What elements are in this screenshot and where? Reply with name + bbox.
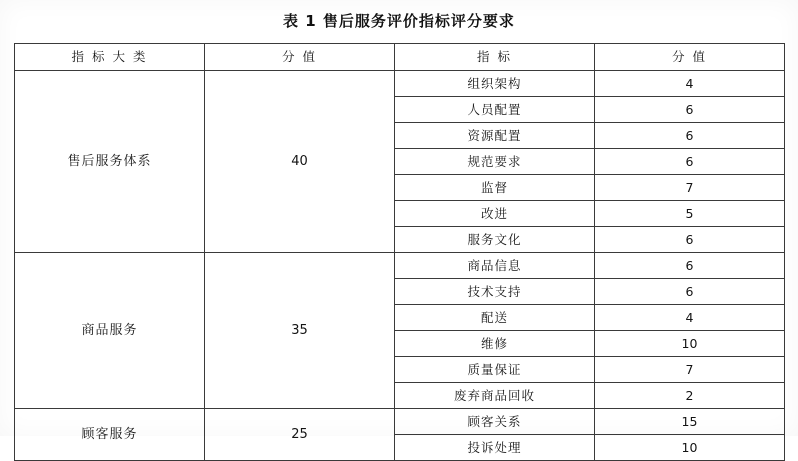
category-score-cell: 40 — [205, 71, 395, 253]
indicator-cell: 资源配置 — [395, 123, 595, 149]
table-row — [15, 409, 785, 435]
indicator-score-cell: 6 — [595, 227, 785, 253]
indicator-score-cell: 6 — [595, 253, 785, 279]
indicator-score-cell: 15 — [595, 409, 785, 435]
indicator-cell: 技术支持 — [395, 279, 595, 305]
category-cell: 商品服务 — [15, 253, 205, 409]
indicator-cell: 顾客关系 — [395, 409, 595, 435]
indicator-score-cell: 10 — [595, 435, 785, 461]
indicator-cell: 质量保证 — [395, 357, 595, 383]
indicator-score-cell: 4 — [595, 71, 785, 97]
indicator-score-cell: 6 — [595, 279, 785, 305]
indicator-score-cell: 10 — [595, 331, 785, 357]
category-score-cell: 25 — [205, 409, 395, 461]
indicator-score-cell: 5 — [595, 201, 785, 227]
table-body — [15, 71, 785, 461]
indicator-score-cell: 2 — [595, 383, 785, 409]
column-header-category: 指 标 大 类 — [15, 44, 205, 71]
table-header-row — [15, 44, 785, 71]
indicator-score-cell: 6 — [595, 123, 785, 149]
indicator-score-cell: 7 — [595, 175, 785, 201]
indicator-cell: 配送 — [395, 305, 595, 331]
category-cell: 售后服务体系 — [15, 71, 205, 253]
indicator-cell: 规范要求 — [395, 149, 595, 175]
indicator-cell: 人员配置 — [395, 97, 595, 123]
indicator-cell: 投诉处理 — [395, 435, 595, 461]
table-row — [15, 253, 785, 279]
table-header — [15, 44, 785, 71]
indicator-score-cell: 6 — [595, 149, 785, 175]
column-header-indicator-score: 分 值 — [595, 44, 785, 71]
table-container — [14, 43, 784, 461]
table-row — [15, 71, 785, 97]
indicator-cell: 废弃商品回收 — [395, 383, 595, 409]
indicator-cell: 维修 — [395, 331, 595, 357]
category-score-cell: 35 — [205, 253, 395, 409]
indicator-cell: 商品信息 — [395, 253, 595, 279]
page-title: 表 1 售后服务评价指标评分要求 — [283, 12, 515, 30]
column-header-indicator: 指 标 — [395, 44, 595, 71]
indicator-score-cell: 6 — [595, 97, 785, 123]
score-requirements-table — [14, 43, 785, 461]
indicator-score-cell: 4 — [595, 305, 785, 331]
column-header-category-score: 分 值 — [205, 44, 395, 71]
indicator-cell: 服务文化 — [395, 227, 595, 253]
indicator-cell: 改进 — [395, 201, 595, 227]
indicator-cell: 组织架构 — [395, 71, 595, 97]
category-cell: 顾客服务 — [15, 409, 205, 461]
indicator-cell: 监督 — [395, 175, 595, 201]
indicator-score-cell: 7 — [595, 357, 785, 383]
